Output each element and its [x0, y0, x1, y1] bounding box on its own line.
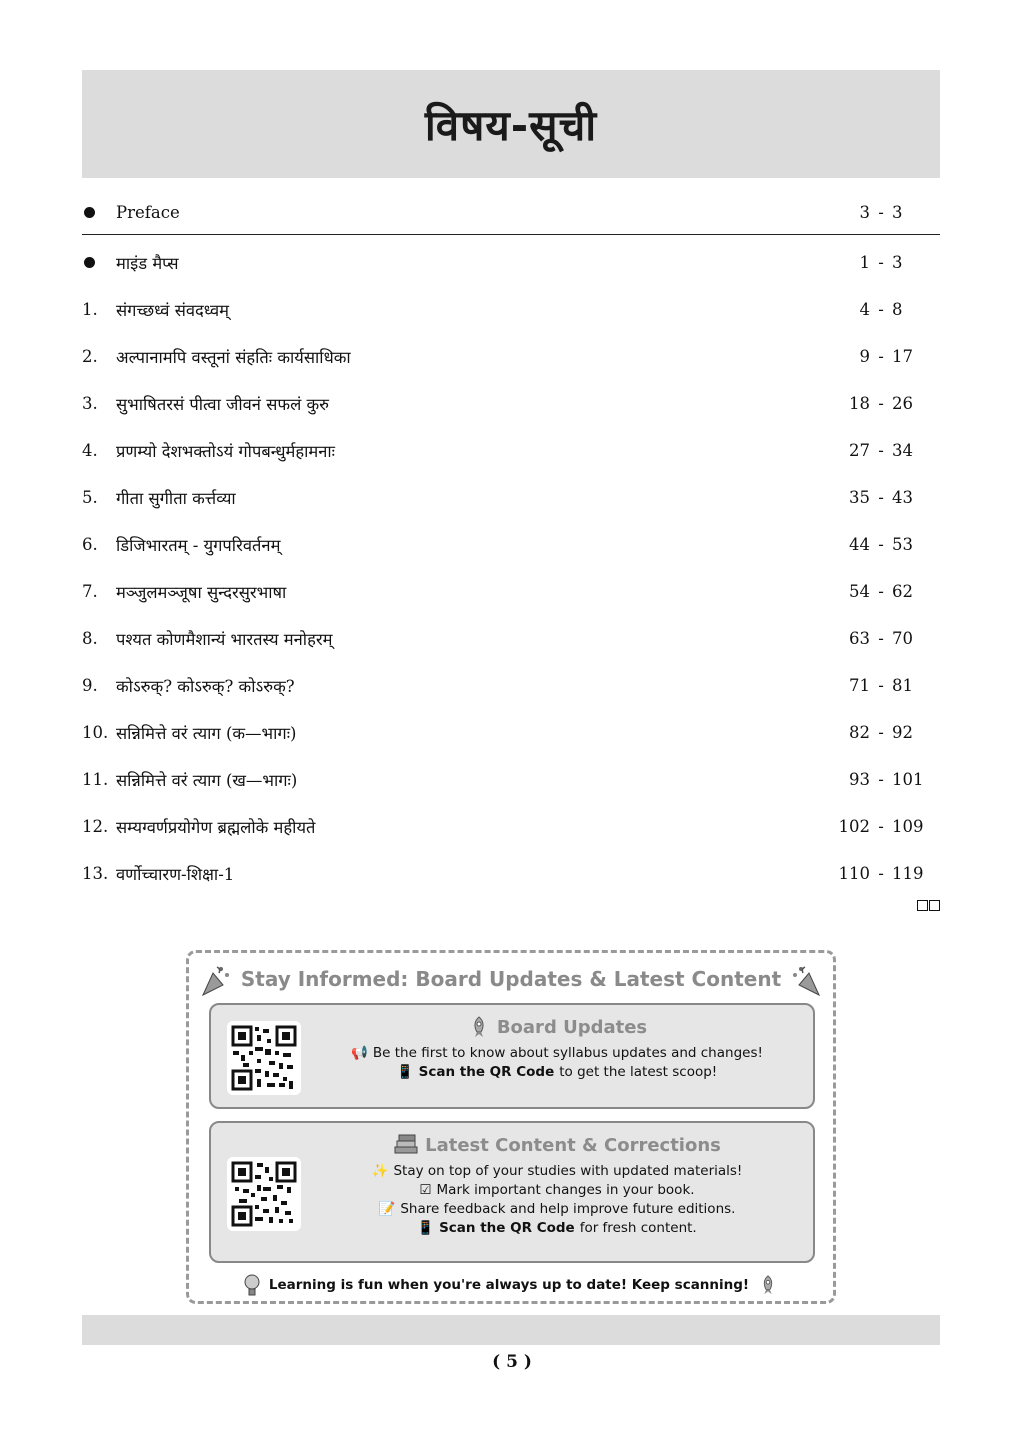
divider: [82, 234, 940, 235]
end-mark-icon: [917, 900, 940, 911]
page-range: 82 - 92: [849, 723, 913, 742]
chapter-number: 1.: [82, 300, 98, 319]
toc-row-chapter: [82, 756, 940, 803]
page-range: 102 - 109: [838, 817, 924, 836]
info-line: 📱 Scan the QR Code to get the latest scoop!: [396, 1064, 718, 1080]
toc-title: माइंड मैप्स: [116, 254, 179, 273]
page-range: 44 - 53: [849, 535, 913, 554]
toc-row-chapter: [82, 803, 940, 850]
page-range: 3 - 3: [859, 202, 903, 222]
light-bulb-icon: [243, 1273, 261, 1297]
page-range: 18 - 26: [849, 394, 913, 413]
toc-title: सम्यग्वर्णप्रयोगेण ब्रह्मलोके महीयते: [116, 818, 316, 837]
toc-title: सन्निमित्ते वरं त्याग (क—भागः): [116, 724, 297, 743]
bullet-icon: [82, 257, 116, 268]
books-icon: [393, 1133, 419, 1157]
megaphone-icon: 📢: [351, 1045, 368, 1061]
toc-title: संगच्छध्वं संवदध्वम्: [116, 301, 230, 320]
card-body: [311, 1011, 803, 1083]
toc-row-chapter: [82, 521, 940, 568]
info-line: 📝 Share feedback and help improve future editions.: [378, 1201, 736, 1217]
toc-row-preface: [82, 190, 940, 234]
latest-content-card: [209, 1121, 815, 1263]
memo-icon: 📝: [378, 1201, 396, 1217]
rocket-icon: [757, 1274, 779, 1296]
chapter-number: 8.: [82, 629, 98, 648]
phone-icon: 📱: [417, 1220, 435, 1236]
chapter-number: 7.: [82, 582, 98, 601]
toc-row-chapter: [82, 286, 940, 333]
toc-title: गीता सुगीता कर्त्तव्या: [116, 489, 236, 508]
chapter-number: 5.: [82, 488, 98, 507]
bullet-icon: [82, 207, 116, 218]
toc-row-chapter: [82, 709, 940, 756]
chapter-list: [82, 286, 940, 897]
qr-code-board-updates[interactable]: [227, 1021, 301, 1095]
toc-row-mindmaps: [82, 239, 940, 286]
toc-row-chapter: [82, 615, 940, 662]
toc-title: सन्निमित्ते वरं त्याग (ख—भागः): [116, 771, 298, 790]
page-range: 63 - 70: [849, 629, 913, 648]
promo-footer: Learning is fun when you're always up to date! Keep scanning!: [189, 1273, 833, 1297]
page-range: 4 - 8: [859, 300, 903, 319]
check-box-icon: ☑: [419, 1182, 432, 1198]
chapter-number: 3.: [82, 394, 98, 413]
chapter-number: 6.: [82, 535, 98, 554]
info-line: 📱 Scan the QR Code for fresh content.: [417, 1220, 697, 1236]
toc-title: प्रणम्यो देशभक्तोऽयं गोपबन्धुर्महामनाः: [116, 442, 336, 461]
toc-row-chapter: [82, 662, 940, 709]
toc-row-chapter: [82, 380, 940, 427]
page-range: 110 - 119: [838, 864, 924, 883]
info-line: ✨ Stay on top of your studies with updated materials!: [371, 1163, 743, 1179]
page-title: विषय-सूची: [424, 100, 598, 150]
page-number: ( 5 ): [492, 1352, 532, 1372]
chapter-number: 4.: [82, 441, 98, 460]
promo-box: [186, 950, 836, 1304]
phone-icon: 📱: [396, 1064, 414, 1080]
sparkles-icon: ✨: [371, 1163, 389, 1179]
chapter-number: 10.: [82, 723, 109, 742]
chapter-number: 12.: [82, 817, 109, 836]
party-popper-icon: [789, 963, 823, 997]
table-of-contents: [82, 190, 940, 897]
toc-title: Preface: [116, 202, 180, 222]
page-range: 27 - 34: [849, 441, 913, 460]
promo-title: Stay Informed: Board Updates & Latest Content: [240, 967, 782, 991]
toc-title: सुभाषितरसं पीत्वा जीवनं सफलं कुरु: [116, 395, 330, 414]
chapter-number: 13.: [82, 864, 109, 883]
page-range: 35 - 43: [849, 488, 913, 507]
chapter-number: 11.: [82, 770, 109, 789]
card-body: [311, 1129, 803, 1239]
info-line: ☑ Mark important changes in your book.: [419, 1182, 695, 1198]
page-range: 93 - 101: [849, 770, 924, 789]
toc-row-chapter: [82, 850, 940, 897]
chapter-number: 2.: [82, 347, 98, 366]
qr-code-latest-content[interactable]: [227, 1157, 301, 1231]
board-updates-card: [209, 1003, 815, 1109]
toc-row-chapter: [82, 568, 940, 615]
toc-title: वर्णोच्चारण-शिक्षा-1: [116, 865, 235, 884]
footer-band: [82, 1315, 940, 1345]
toc-row-chapter: [82, 427, 940, 474]
toc-row-chapter: [82, 474, 940, 521]
info-line: 📢 Be the first to know about syllabus updates and changes!: [351, 1045, 763, 1061]
toc-row-chapter: [82, 333, 940, 380]
toc-title: पश्यत कोणमैशान्यं भारतस्य मनोहरम्: [116, 630, 333, 649]
title-band: [82, 70, 940, 178]
toc-title: अल्पानामपि वस्तूनां संहतिः कार्यसाधिका: [116, 348, 351, 367]
chapter-number: 9.: [82, 676, 98, 695]
page-range: 9 - 17: [859, 347, 913, 366]
rocket-icon: [467, 1015, 491, 1039]
card-heading: Latest Content & Corrections: [311, 1133, 803, 1157]
toc-title: मञ्जुलमञ्जूषा सुन्दरसुरभाषा: [116, 583, 287, 602]
toc-title: कोऽरुक्? कोऽरुक्? कोऽरुक्?: [116, 677, 295, 696]
page-range: 71 - 81: [849, 676, 913, 695]
toc-title: डिजिभारतम् - युगपरिवर्तनम्: [116, 536, 281, 555]
card-heading: Board Updates: [311, 1015, 803, 1039]
page-range: 54 - 62: [849, 582, 913, 601]
page-range: 1 - 3: [859, 253, 903, 272]
